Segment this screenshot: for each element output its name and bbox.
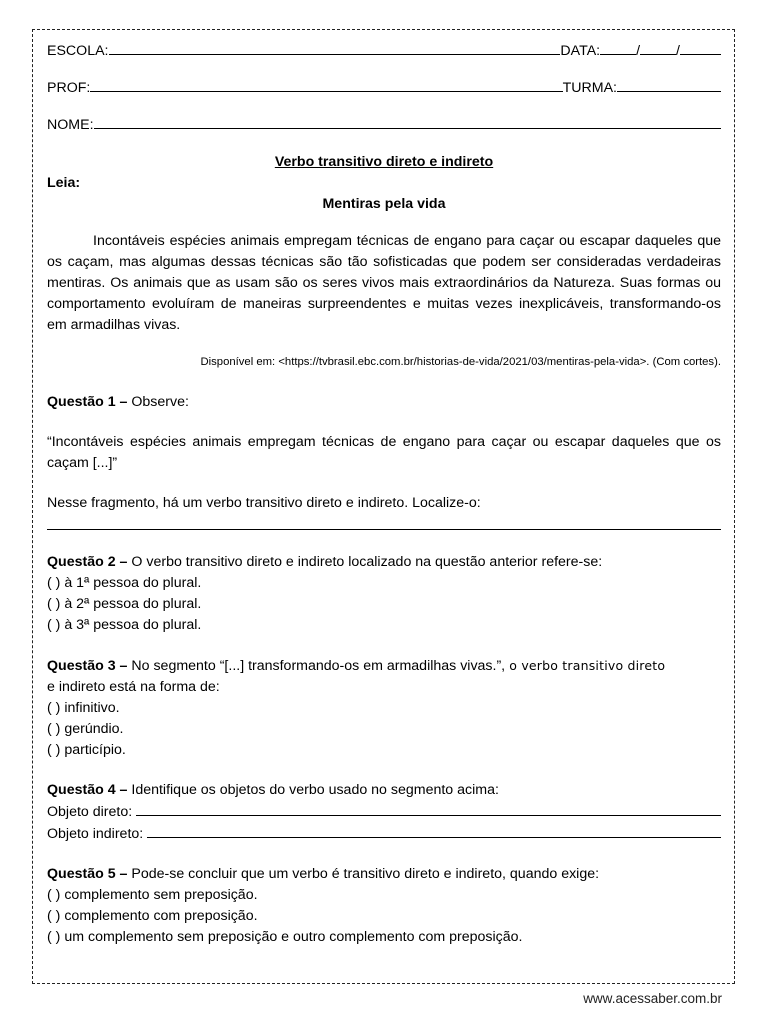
question-5-option[interactable]: ( ) um complemento sem preposição e outro complemento com preposição.: [47, 929, 523, 945]
leia-label: Leia:: [47, 175, 81, 191]
question-2-label: Questão 2 –: [47, 554, 128, 570]
question-1-text: Observe:: [127, 394, 189, 410]
prof-label: PROF:: [47, 80, 91, 96]
question-1-quote: “Incontáveis espécies animais empregam técnicas de engano para caçar ou escapar daqueles que os caçam [...]”: [47, 434, 721, 471]
question-3-label: Questão 3 –: [47, 658, 128, 674]
question-1: [47, 392, 721, 530]
site-url-footer: www.acessaber.com.br: [583, 991, 722, 1006]
objeto-direto-label: Objeto direto:: [47, 804, 133, 820]
question-3-text: No segmento “[...] transformando-os em armadilhas vivas.”,: [127, 658, 506, 674]
escola-line: [47, 40, 721, 61]
question-2-option[interactable]: ( ) à 1ª pessoa do plural.: [47, 575, 202, 591]
question-2-option[interactable]: ( ) à 2ª pessoa do plural.: [47, 596, 202, 612]
data-label: DATA:: [560, 43, 601, 59]
worksheet-border: [32, 29, 735, 984]
question-2-option[interactable]: ( ) à 3ª pessoa do plural.: [47, 617, 202, 633]
question-4: [47, 780, 721, 845]
question-3-option[interactable]: ( ) gerúndio.: [47, 721, 124, 737]
question-1-prompt: Nesse fragmento, há um verbo transitivo direto e indireto. Localize-o:: [47, 495, 481, 511]
question-1-answer-line[interactable]: [47, 515, 721, 530]
question-3-option[interactable]: ( ) infinitivo.: [47, 700, 120, 716]
nome-label: NOME:: [47, 117, 94, 133]
question-2-text: O verbo transitivo direto e indireto localizado na questão anterior refere-se:: [127, 554, 603, 570]
objeto-direto-line: [47, 801, 721, 823]
date-separator: /: [676, 43, 680, 59]
source-citation: Disponível em: <https://tvbrasil.ebc.com.br/historias-de-vida/2021/03/mentiras-pela-vida>. (Com cortes).: [200, 356, 721, 368]
text-title: Mentiras pela vida: [322, 196, 446, 212]
question-3: [47, 655, 721, 761]
turma-blank[interactable]: [617, 77, 721, 92]
prof-line: [47, 77, 721, 98]
date-separator: /: [636, 43, 641, 59]
question-3-option[interactable]: ( ) particípio.: [47, 742, 126, 758]
question-3-text-2: e indireto está na forma de:: [47, 679, 220, 695]
question-4-text: Identifique os objetos do verbo usado no segmento acima:: [127, 782, 499, 798]
nome-line: [47, 114, 721, 135]
objeto-indireto-blank[interactable]: [147, 823, 721, 838]
question-4-label: Questão 4 –: [47, 782, 128, 798]
question-2: [47, 552, 721, 636]
turma-label: TURMA:: [562, 80, 617, 96]
question-3-text-alt: o verbo transitivo direto: [505, 658, 666, 673]
escola-blank[interactable]: [109, 40, 561, 55]
objeto-indireto-label: Objeto indireto:: [47, 826, 144, 842]
year-blank[interactable]: [680, 40, 721, 55]
worksheet-content: [47, 40, 721, 948]
question-5-label: Questão 5 –: [47, 866, 128, 882]
month-blank[interactable]: [640, 40, 676, 55]
escola-label: ESCOLA:: [47, 43, 109, 59]
question-5-text: Pode-se concluir que um verbo é transitivo direto e indireto, quando exige:: [127, 866, 600, 882]
reading-paragraph: Incontáveis espécies animais empregam técnicas de engano para caçar ou escapar daqueles que os caçam, mas algumas dessas técnicas são tão sofisticadas que podem ser consideradas verdadeiras mentiras. Os animais que as usam são os seres vivos mais extraordinários da Natureza. Suas formas ou comportamento evoluíram de maneiras surpreendentes e muitas vezes inexplicáveis, transformando-os em armadilhas vivas.: [47, 233, 721, 333]
prof-blank[interactable]: [90, 77, 562, 92]
objeto-direto-blank[interactable]: [136, 801, 721, 816]
worksheet-title: Verbo transitivo direto e indireto: [274, 154, 494, 170]
question-5-option[interactable]: ( ) complemento sem preposição.: [47, 887, 258, 903]
question-5-option[interactable]: ( ) complemento com preposição.: [47, 908, 258, 924]
day-blank[interactable]: [600, 40, 636, 55]
question-5: [47, 864, 721, 948]
nome-blank[interactable]: [94, 114, 721, 129]
objeto-indireto-line: [47, 823, 721, 845]
question-1-label: Questão 1 –: [47, 394, 128, 410]
